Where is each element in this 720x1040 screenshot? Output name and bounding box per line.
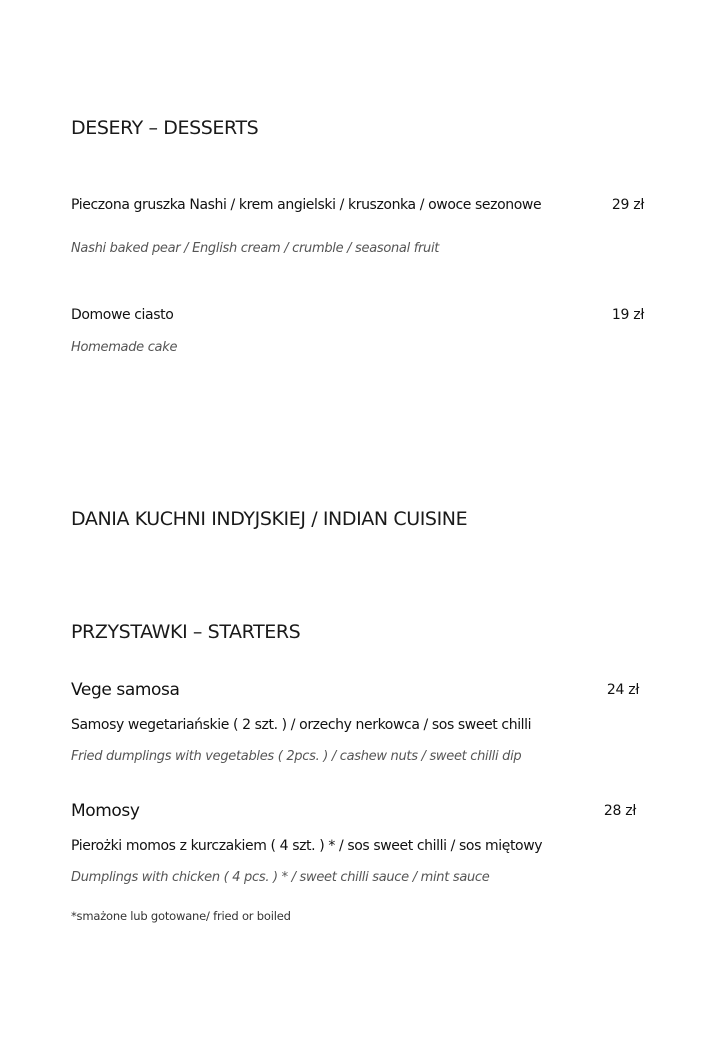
dessert-2-name-pl: Domowe ciasto (71, 307, 174, 323)
starter-1-desc-en: Fried dumplings with vegetables ( 2pcs. ) / cashew nuts / sweet chilli dip (71, 749, 522, 764)
dessert-2-name-en: Homemade cake (71, 340, 178, 355)
starter-2-desc-pl: Pierożki momos z kurczakiem ( 4 szt. ) * / sos sweet chilli / sos miętowy (71, 838, 543, 854)
dessert-1-name-pl: Pieczona gruszka Nashi / krem angielski / kruszonka / owoce sezonowe (71, 197, 542, 213)
section-title-desserts: DESERY – DESSERTS (71, 117, 259, 139)
section-title-starters: PRZYSTAWKI – STARTERS (71, 621, 301, 643)
section-title-indian-cuisine: DANIA KUCHNI INDYJSKIEJ / INDIAN CUISINE (71, 508, 468, 530)
starter-2-desc-en: Dumplings with chicken ( 4 pcs. ) * / sweet chilli sauce / mint sauce (71, 870, 490, 885)
starters-footnote: *smażone lub gotowane/ fried or boiled (71, 909, 291, 923)
starter-1-desc-pl: Samosy wegetariańskie ( 2 szt. ) / orzechy nerkowca / sos sweet chilli (71, 717, 532, 733)
starter-2-name: Momosy (71, 801, 140, 821)
starter-1-name: Vege samosa (71, 680, 180, 700)
dessert-1-name-en: Nashi baked pear / English cream / crumble / seasonal fruit (71, 241, 440, 256)
dessert-1-price: 29 zł (611, 197, 644, 213)
starter-1-price: 24 zł (606, 682, 639, 698)
dessert-2-price: 19 zł (611, 307, 644, 323)
starter-2-price: 28 zł (603, 803, 636, 819)
